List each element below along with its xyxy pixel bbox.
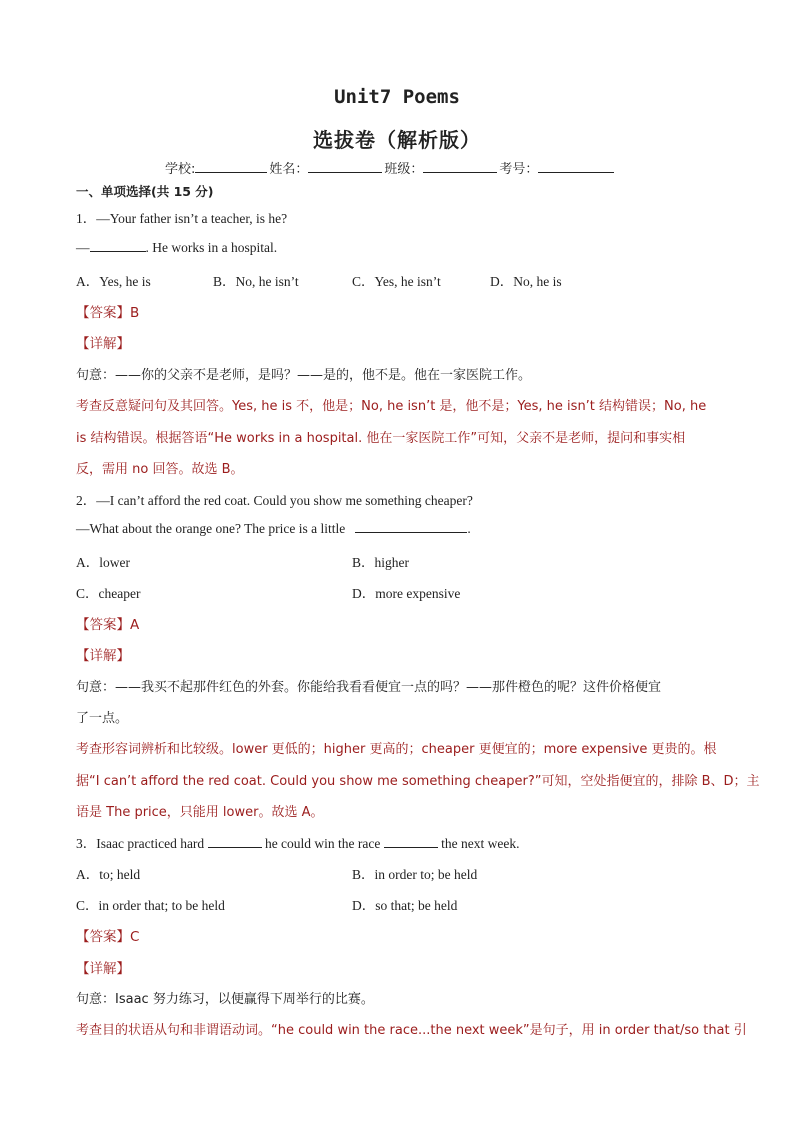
number-blank[interactable] xyxy=(538,159,614,173)
q2-answer-blank[interactable] xyxy=(355,520,467,533)
name-blank[interactable] xyxy=(308,159,382,173)
q1-answer-blank[interactable] xyxy=(90,239,146,252)
q1-answer: 【答案】B xyxy=(76,305,140,321)
q2-line2 xyxy=(76,520,471,537)
q2-stem: 2．—I can’t afford the red coat. Could you show me something cheaper? xyxy=(76,493,473,508)
q1-option-c[interactable]: C．Yes, he isn’t xyxy=(352,274,441,289)
q1-analysis-line-2: is 结构错误。根据答语“He works in a hospital. 他在一家医院工作”可知，父亲不是老师，提问和事实相 xyxy=(76,431,686,446)
q2-option-a[interactable]: A．lower xyxy=(76,555,130,570)
school-blank[interactable] xyxy=(195,159,267,173)
q2-meaning-line-1: 句意：——我买不起那件红色的外套。你能给我看看便宜一点的吗？——那件橙色的呢？这件价格便宜 xyxy=(76,680,662,695)
q3-option-b[interactable]: B．in order to; be held xyxy=(352,867,478,882)
q3-answer: 【答案】C xyxy=(76,929,140,945)
q1-meaning: 句意：——你的父亲不是老师，是吗？——是的，他不是。他在一家医院工作。 xyxy=(76,368,532,383)
q3-stem xyxy=(76,832,519,852)
q1-line2-prefix: — xyxy=(76,240,90,255)
q1-analysis-line-1: 考查反意疑问句及其回答。Yes, he is 不，他是；No, he isn’t 是，他不是；Yes, he isn’t 结构错误；No, he xyxy=(76,399,707,414)
q3-detail-heading: 【详解】 xyxy=(76,961,130,977)
q3-meaning: 句意：Isaac 努力练习，以便赢得下周举行的比赛。 xyxy=(76,992,374,1007)
q1-option-d[interactable]: D．No, he is xyxy=(490,274,562,289)
q3-option-a[interactable]: A．to; held xyxy=(76,867,141,882)
q3-stem-part-c: the next week. xyxy=(441,836,520,851)
q3-stem-part-b: he could win the race xyxy=(264,836,381,851)
q3-option-d[interactable]: D．so that; be held xyxy=(352,898,458,913)
q2-line2-suffix: . xyxy=(467,521,471,536)
q2-answer: 【答案】A xyxy=(76,617,140,633)
q1-stem: 1．—Your father isn’t a teacher, is he? xyxy=(76,211,288,226)
q3-analysis-line-1: 考查目的状语从句和非谓语动词。“he could win the race...the next week”是句子，用 in order that/so that 引 xyxy=(76,1023,747,1038)
document-subtitle: 选拔卷（解析版） xyxy=(313,128,481,152)
q3-stem-part-a: 3．Isaac practiced hard xyxy=(76,836,205,851)
q1-analysis-line-3: 反，需用 no 回答。故选 B。 xyxy=(76,462,244,477)
q2-option-b[interactable]: B．higher xyxy=(352,555,409,570)
school-label: 学校: xyxy=(165,162,196,177)
class-blank[interactable] xyxy=(423,159,497,173)
class-label: 班级： xyxy=(384,162,424,177)
q2-line2-prefix: —What about the orange one? The price is a little xyxy=(76,521,346,536)
q2-option-d[interactable]: D．more expensive xyxy=(352,586,461,601)
q3-blank-2[interactable] xyxy=(384,835,438,848)
q2-analysis-line-3: 语是 The price，只能用 lower。故选 A。 xyxy=(76,805,324,820)
q3-blank-1[interactable] xyxy=(208,835,262,848)
q1-option-a[interactable]: A．Yes, he is xyxy=(76,274,151,289)
number-label: 考号： xyxy=(499,162,539,177)
q3-option-c[interactable]: C．in order that; to be held xyxy=(76,898,225,913)
q1-line2-suffix: . He works in a hospital. xyxy=(145,240,278,255)
q1-line2 xyxy=(76,239,277,256)
q2-option-c[interactable]: C．cheaper xyxy=(76,586,141,601)
q2-detail-heading: 【详解】 xyxy=(76,648,130,664)
section-heading: 一、单项选择(共 15 分) xyxy=(76,184,214,199)
student-info-line xyxy=(165,158,616,177)
q2-analysis-line-2: 据“I can’t afford the red coat. Could you show me something cheaper?”可知，空处指便宜的，排除 B、D；主 xyxy=(76,774,760,789)
q2-meaning-line-2: 了一点。 xyxy=(76,711,129,726)
q1-detail-heading: 【详解】 xyxy=(76,336,130,352)
name-label: 姓名： xyxy=(269,162,309,177)
document-title: Unit7 Poems xyxy=(334,86,460,108)
q2-analysis-line-1: 考查形容词辨析和比较级。lower 更低的；higher 更高的；cheaper 更便宜的；more expensive 更贵的。根 xyxy=(76,742,717,757)
q1-option-b[interactable]: B．No, he isn’t xyxy=(213,274,299,289)
